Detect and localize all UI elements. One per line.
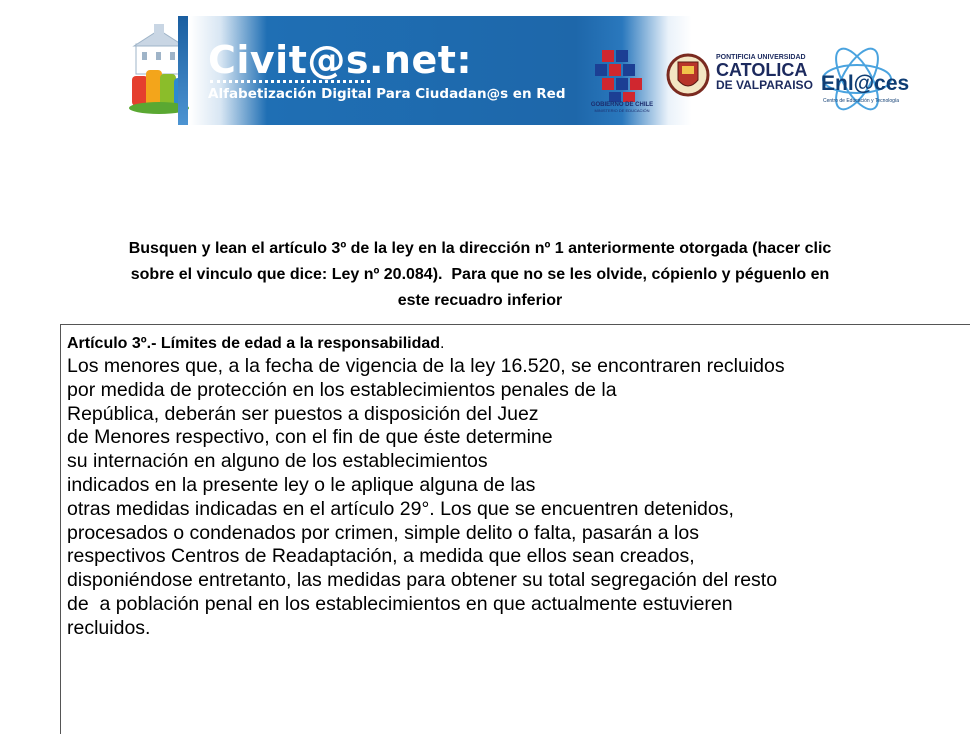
enlaces-wordmark: Enl@ces — [821, 72, 910, 95]
instruction-line: este recuadro inferior — [397, 292, 563, 309]
article-line: recluidos. — [67, 616, 151, 639]
gobierno-sublabel: MINISTERIO DE EDUCACIÓN — [594, 108, 650, 113]
article-line: respectivos Centros de Readaptación, a medida que ellos sean creados, — [67, 545, 695, 568]
instruction-text — [30, 236, 930, 314]
gobierno-label: GOBIERNO DE CHILE — [590, 102, 654, 108]
instruction-line: sobre el vinculo que dice: Ley nº 20.084). Para que no se les olvide, cópienlo y péguenlo en — [130, 266, 830, 283]
banner-title: Civit@s.net: — [208, 38, 473, 82]
puc-line3: DE VALPARAISO — [716, 78, 813, 92]
puc-line1: PONTIFICIA UNIVERSIDAD — [716, 54, 806, 61]
article-heading-text: Artículo 3º.- Límites de edad a la responsabilidad — [67, 335, 441, 352]
instruction-line: Busquen y lean el artículo 3º de la ley en la dirección nº 1 anteriormente otorgada (hacer clic — [128, 240, 832, 257]
article-heading-period: . — [440, 335, 445, 352]
answer-textbox[interactable] — [60, 324, 970, 734]
article-line: República, deberán ser puestos a disposición del Juez — [67, 402, 539, 425]
enlaces-subtitle: Centro de Educación y Tecnología — [823, 98, 900, 104]
article-heading — [67, 333, 970, 355]
puc-line2: CATOLICA — [716, 60, 808, 80]
article-line: de Menores respectivo, con el fin de que éste determine — [67, 426, 553, 449]
puc-wordmark — [716, 54, 813, 91]
puc-shield-icon — [666, 44, 710, 106]
article-line: su internación en alguno de los establecimientos — [67, 450, 488, 473]
article-line: Los menores que, a la fecha de vigencia de la ley 16.520, se encontraren recluidos — [67, 355, 785, 377]
article-line: procesados o condenados por crimen, simple delito o falta, pasarán a los — [67, 521, 699, 544]
banner-subtitle: Alfabetización Digital Para Ciudadan@s en Red — [208, 86, 566, 102]
article-line: disponiéndose entretanto, las medidas para obtener su total segregación del resto — [67, 569, 778, 592]
gobierno-caption — [586, 102, 658, 114]
article-line: otras medidas indicadas en el artículo 29°. Los que se encuentren detenidos, — [67, 497, 734, 520]
article-line: de a población penal en los establecimientos en que actualmente estuvieren — [67, 592, 733, 615]
banner-stripe — [178, 16, 188, 125]
article-line: indicados en la presente ley o le aplique alguna de las — [67, 473, 536, 496]
header-banner — [128, 16, 910, 125]
article-line: por medida de protección en los establecimientos penales de la — [67, 378, 617, 401]
